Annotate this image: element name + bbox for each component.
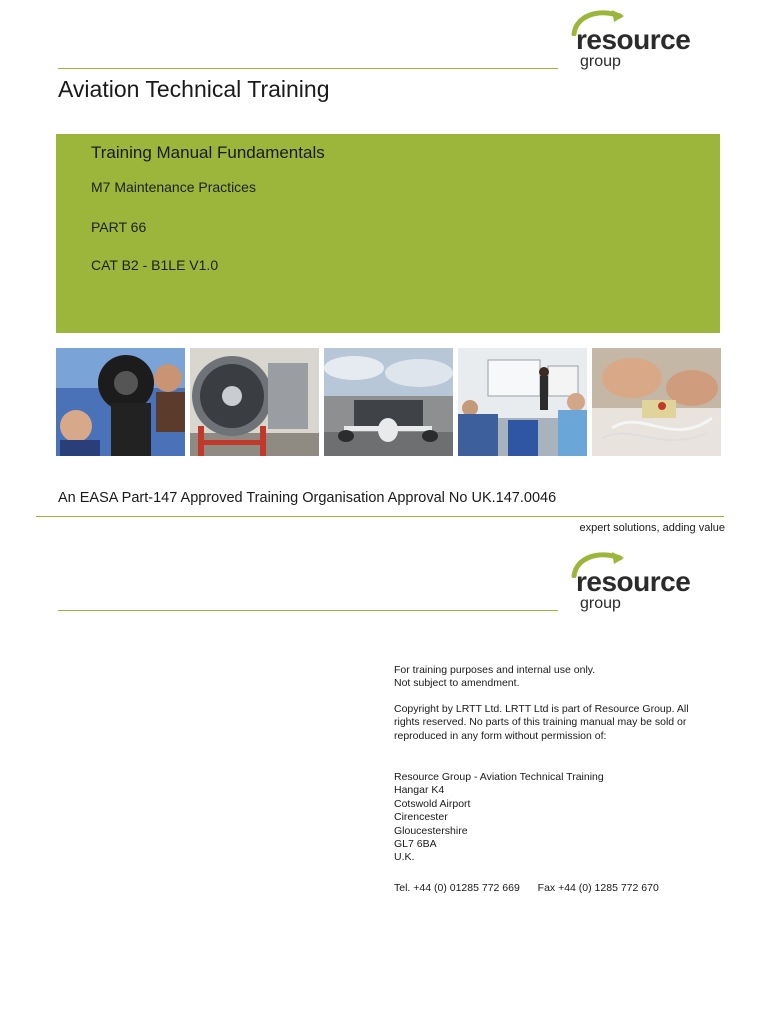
copyright-line: rights reserved. No parts of this training manual may be sold or — [394, 716, 687, 729]
address-block — [394, 771, 604, 865]
telephone: Tel. +44 (0) 01285 772 669 — [394, 882, 520, 894]
address-line: Cotswold Airport — [394, 797, 471, 810]
address-line: U.K. — [394, 851, 415, 864]
photo-wiring-work — [592, 348, 721, 456]
photo-classroom — [458, 348, 587, 456]
tagline: expert solutions, adding value — [579, 522, 725, 534]
photo-aircraft-hangar — [324, 348, 453, 456]
photo-strip — [56, 348, 720, 456]
copyright-notice — [394, 703, 689, 743]
photo-technicians-wheel — [56, 348, 185, 456]
logo-sub: group — [580, 53, 621, 70]
address-line: Gloucestershire — [394, 824, 468, 837]
contact-line — [394, 882, 659, 895]
address-line: GL7 6BA — [394, 838, 437, 851]
category-line: CAT B2 - B1LE V1.0 — [91, 257, 219, 273]
page-title: Aviation Technical Training — [58, 76, 330, 102]
resource-group-logo-bottom — [568, 548, 718, 618]
copyright-line: Copyright by LRTT Ltd. LRTT Ltd is part of Resource Group. All — [394, 703, 689, 715]
address-line: Cirencester — [394, 811, 448, 824]
part-line: PART 66 — [91, 219, 147, 235]
photo-jet-engine — [190, 348, 319, 456]
manual-heading: Training Manual Fundamentals — [91, 143, 325, 162]
resource-group-logo-top — [568, 6, 718, 76]
module-line: M7 Maintenance Practices — [91, 179, 256, 195]
address-line: Resource Group - Aviation Technical Training — [394, 771, 604, 783]
fax: Fax +44 (0) 1285 772 670 — [537, 882, 659, 894]
notice-line: Not subject to amendment. — [394, 677, 520, 690]
title-band — [56, 134, 720, 333]
notice-line: For training purposes and internal use only. — [394, 664, 596, 676]
address-line: Hangar K4 — [394, 784, 445, 797]
approval-rule — [36, 516, 724, 517]
approval-statement: An EASA Part-147 Approved Training Organisation Approval No UK.147.0046 — [58, 490, 557, 506]
logo-sub: group — [580, 595, 621, 612]
usage-notice — [394, 664, 595, 691]
logo-word: resource — [576, 566, 691, 597]
logo-word: resource — [576, 24, 691, 55]
header-rule — [58, 68, 558, 69]
logo-rule — [58, 610, 558, 611]
copyright-line: reproduced in any form without permission of: — [394, 729, 607, 742]
